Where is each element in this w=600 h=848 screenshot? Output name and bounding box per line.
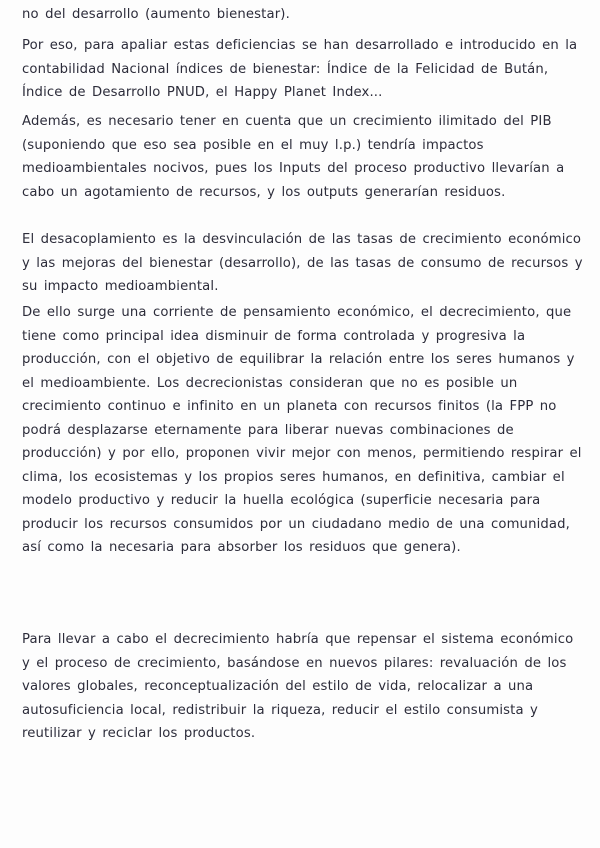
paragraph-decoupling: El desacoplamiento es la desvinculación de las tasas de crecimiento económico y las mejoras del bienestar (desarrollo), de las tasas de consumo de recursos y su impacto medioambiental. bbox=[22, 232, 583, 294]
paragraph-degrowth: De ello surge una corriente de pensamiento económico, el decrecimiento, que tiene como principal idea disminuir de forma controlada y progresiva la producción, con el objetivo de equilibrar la relación entre los seres humanos y el medioambiente. Los decrecionistas consideran que no es posible un crecimiento continuo e infinito en un planeta con recursos finitos (la FPP no podrá desplazarse eternamente para liberar nuevas combinaciones de producción) y por ello, proponen vivir mejor con menos, permitiendo respirar el clima, los ecosistemas y los propios seres humanos, en definitiva, cambiar el modelo productivo y reducir la huella ecológica (superficie necesaria para producir los recursos consumidos por un ciudadano medio de una comunidad, así como la necesaria para absorber los residuos que genera). bbox=[22, 305, 582, 555]
paragraph-environmental-impacts: Además, es necesario tener en cuenta que un crecimiento ilimitado del PIB (suponiendo que eso sea posible en el muy l.p.) tendría impactos medioambientales nocivos, pues los Inputs del proceso productivo llevarían a cabo un agotamiento de recursos, y los outputs generarían residuos. bbox=[22, 114, 565, 200]
paragraph-degrowth-pillars: Para llevar a cabo el decrecimiento habría que repensar el sistema económico y el proceso de crecimiento, basándose en nuevos pilares: revaluación de los valores globales, reconceptualización del estilo de vida, relocalizar a una autosuficiencia local, redistribuir la riqueza, reducir el estilo consumista y reutilizar y reciclar los productos. bbox=[22, 632, 574, 741]
paragraph-continuation: no del desarrollo (aumento bienestar). bbox=[22, 7, 290, 22]
paragraph-wellbeing-indices: Por eso, para apaliar estas deficiencias se han desarrollado e introducido en la contabilidad Nacional índices de bienestar: Índice de la Felicidad de Bután, Índice de Desarrollo PNUD, el Happy Planet Index... bbox=[22, 38, 578, 100]
